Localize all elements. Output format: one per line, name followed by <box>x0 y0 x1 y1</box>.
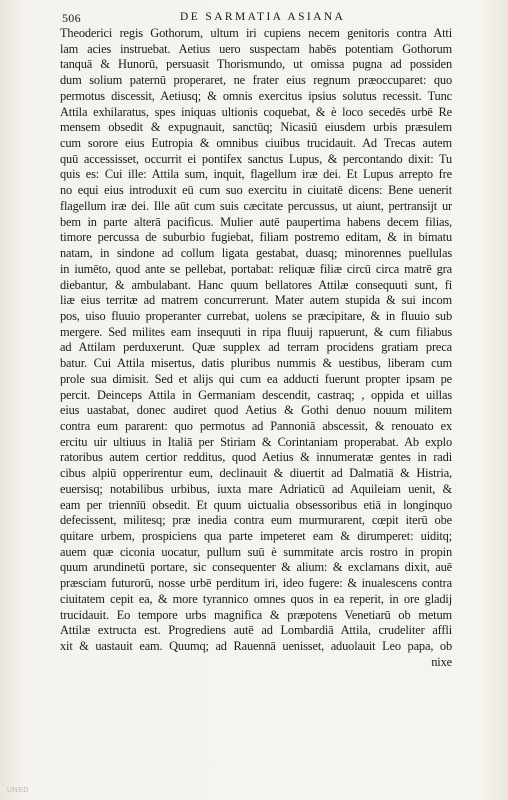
text-line: cibus alpiū opperirentur eum, declinauit & diuertit ad Dalmatiā & Histria, <box>60 466 452 481</box>
text-line: eius uastabat, donec audiret quod Aetius & Gothi denuo nouum militem <box>60 403 452 418</box>
text-line: Theoderici regis Gothorum, ultum iri cupiens necem genitoris contra Atti <box>60 26 452 40</box>
text-line: ratoribus autem certior redditus, quod Aetius & innumeratæ gentes in radi <box>60 450 452 465</box>
running-head: DE SARMATIA ASIANA <box>180 11 346 23</box>
text-line: batur. Cui Attila misertus, datis pluribus nummis & uestibus, liberam cum <box>60 356 452 371</box>
text-line: euersisq; notabilibus urbibus, iuxta mare Adriaticū ad Aquileiam uenit, & <box>60 481 452 496</box>
text-line: lam acies instruebat. Aetius uero suspectam habēs potentiam Gothorum <box>60 41 452 56</box>
text-line: xit & uastauit eam. Quumq; ad Rauennā uenisset, aduolauit Leo papa, ob <box>60 639 452 654</box>
text-line: pos, uiso fluuio properanter currebat, uolens se præcipitare, & in fluuio sub <box>60 308 452 323</box>
text-line: cum sorore eius Eutropia & omnibus ciuibus trucidauit. Ad Trecas autem <box>60 136 452 151</box>
text-line: timore percussa de suburbio fugiebat, filiam postremo editam, & in bimatu <box>60 230 452 245</box>
text-line: Attilæ extructa est. Progrediens autē ad Lombardiā Attila, crudeliter affli <box>60 623 452 638</box>
text-line: tanquā & Hunorū, persuasit Thorismundo, ut omissa pugna ad possiden <box>60 57 452 72</box>
text-line: ercitu uir ultiuus in Italiā per Stiriam & Corintaniam properabat. Ab explo <box>60 434 452 449</box>
text-line: in iumēto, quod ante se pellebat, portabat: reliquæ filiæ circū circa matrē gra <box>60 261 452 276</box>
text-line: natam, in sindone ad collum ligata gestabat, duasq; minorennes puellulas <box>60 246 452 261</box>
text-line: flagellum iræ dei. Ille aūt cum suis cæcitate percussus, ut aiunt, pertransijt ur <box>60 198 452 213</box>
text-line: dum solium paternū properaret, ne frater eius regnum præoccuparet: quo <box>60 73 452 88</box>
text-line: contra eum pararent: quo permotus ad Pannoniā abscessit, & renouato ex <box>60 418 452 433</box>
text-line: percit. Deinceps Attila in Germaniam descendit, castraq; , oppida et uillas <box>60 387 452 402</box>
text-line: liæ eius territæ ad matrem concurrerunt. Mater autem stupida & sui incom <box>60 293 452 308</box>
text-line: permotus discessit, Aetiusq; & omnis exercitus ipsius solutus recessit. Tunc <box>60 88 452 103</box>
text-line: defecissent, militesq; præ inedia contra eum murmurarent, cœpit iterū obe <box>60 513 452 528</box>
text-line: nixe <box>431 654 452 669</box>
text-line: bem in parte alterā pacificus. Mulier autē paupertima habens decem filias, <box>60 214 452 229</box>
text-line: no equi eius introduxit eū cum suo exercitu in ciuitatē dicens: Bene uenerit <box>60 183 452 198</box>
text-line: ad Attilam perduxerunt. Quæ supplex ad terram procidens gratiam preca <box>60 340 452 355</box>
text-line: quis es: Cui ille: Attila sum, inquit, flagellum iræ dei. Et Lupus arrepto fre <box>60 167 452 182</box>
text-line: mergere. Sed milites eam insequuti in ripa fluuij rapuerunt, & cum filiabus <box>60 324 452 339</box>
text-line: eam per triennīū obsedit. Et quum uictualia obsessoribus etiā in longinquo <box>60 497 452 512</box>
text-line: auem quæ ciconia uocatur, pullum suū è summitate arcis rostro in propin <box>60 544 452 559</box>
text-line: quum arundinetū portare, sic consequenter & alium: & exclamans dixit, auē <box>60 560 452 575</box>
page-number: 506 <box>62 11 81 25</box>
text-line: Attila exhilaratus, spes iniquas ultionis coquebat, & è loco secedēs urbē Re <box>60 104 452 119</box>
text-line: ciuitatem cepit ea, & more tyrannico omnes quos in ea reperit, in ore gladij <box>60 591 452 606</box>
text-line: quū accessisset, occurrit ei pontifex sanctus Lupus, & percontando dixit: Tu <box>60 151 452 166</box>
text-line: prole sua dimisit. Sed et alijs qui cum ea adducti fuerunt propter ipsam pe <box>60 371 452 386</box>
text-line: trucidauit. Eo tempore urbs magnifica & præpotens Venetiarū ob metum <box>60 607 452 622</box>
body-text <box>60 26 452 670</box>
text-line: quitare urbem, prospiciens qua parte impeteret eam & dirumperet: uiditq; <box>60 529 452 543</box>
page-header <box>62 11 452 27</box>
text-line: præsciam futurorū, nosse urbē perditum iri, ideo fugere: & inualescens contra <box>60 576 452 591</box>
library-watermark: UNED <box>7 787 29 794</box>
text-line: mensem obsedit & expugnauit, sanctūq; Nicasiū eiusdem urbis præsulem <box>60 120 452 135</box>
text-line: diebantur, & ambulabant. Hanc quum bellatores Attilæ consequuti sunt, fi <box>60 277 452 292</box>
